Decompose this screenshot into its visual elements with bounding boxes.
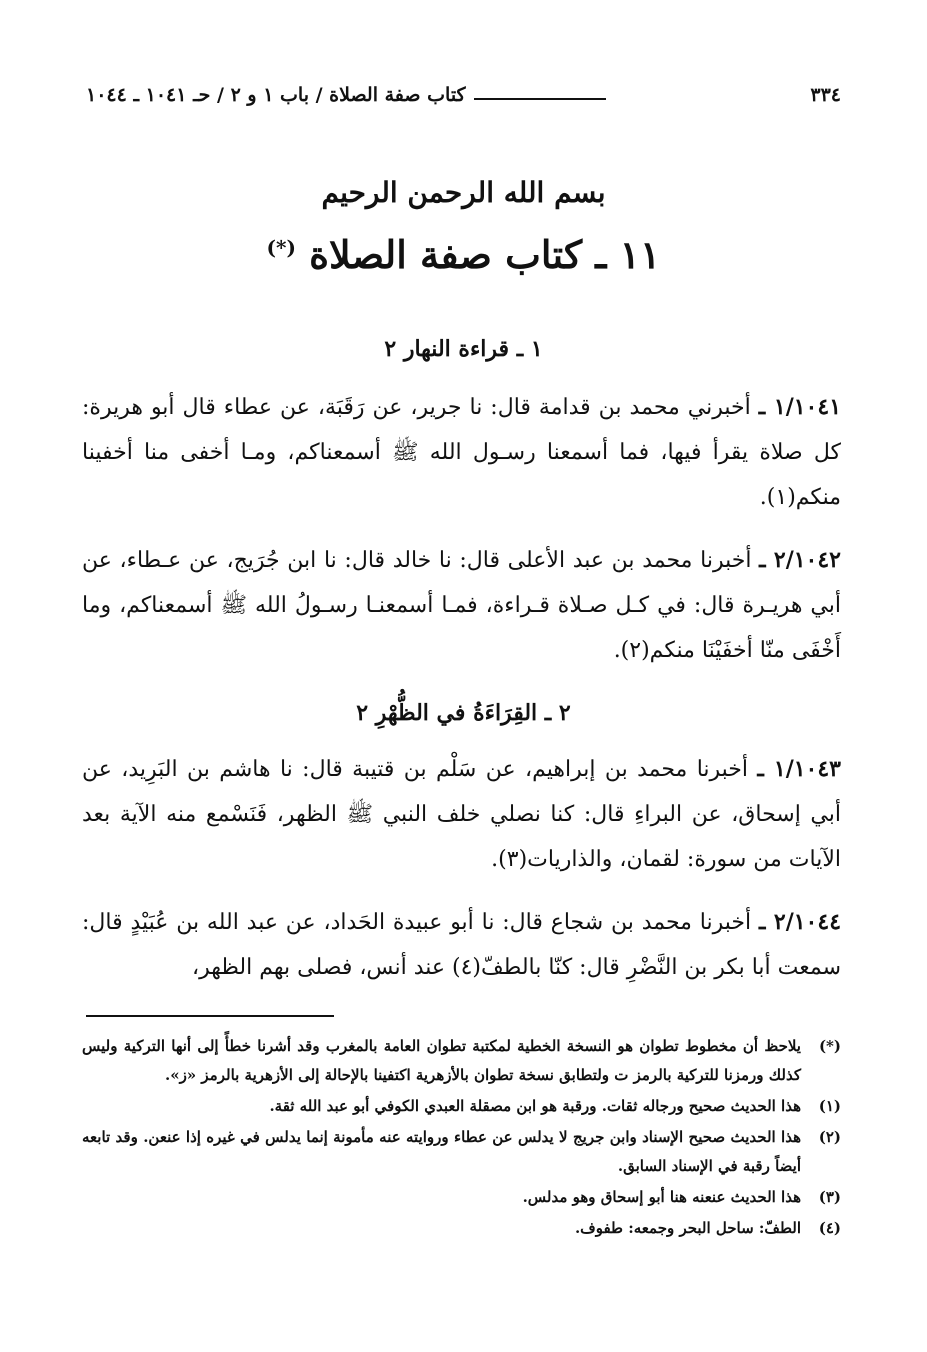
running-title: كتاب صفة الصلاة / باب ١ و ٢ / حـ ١٠٤١ ـ ١٠٤٤ <box>86 84 466 106</box>
running-header <box>86 72 841 106</box>
footnote-text: يلاحظ أن مخطوط تطوان هو النسخة الخطية لمكتبة تطوان العامة بالمغرب وقد أشرنا خطأً إلى أنها التركية وليس كذلك ورمزنا للتركية بالرمز ت ولتطابق نسخة تطوان بالأزهرية اكتفينا بالإحالة إلى الأزهرية بالرمز «ز». <box>82 1037 801 1084</box>
hadith-number: ٢/١٠٤٤ ـ <box>758 909 842 935</box>
footnote <box>82 1183 841 1212</box>
footnote-mark: (٤) <box>818 1219 841 1237</box>
footnote <box>82 1092 841 1121</box>
footnote-mark: (١) <box>818 1097 841 1115</box>
footnote-text: هذا الحديث عنعنه هنا أبو إسحاق وهو مدلس. <box>522 1188 801 1206</box>
footnote-text: هذا الحديث صحيح الإسناد وابن جريج لا يدلس عن عطاء وروايته عنه مأمونة إنما يدلس في غيره إذا عنعن. وقد تابعه أيضاً رقبة في الإسناد السابق. <box>82 1128 801 1175</box>
hadith-paragraph <box>82 747 841 882</box>
footnote <box>82 1214 841 1243</box>
hadith-paragraph <box>82 900 841 990</box>
footnote-text: هذا الحديث صحيح ورجاله ثقات. ورقبة هو ابن مصقلة العبدي الكوفي أبو عبد الله ثقة. <box>269 1097 801 1115</box>
footnote <box>82 1123 841 1181</box>
hadith-text: أخبرنا محمد بن عبد الأعلى قال: نا خالد قال: نا ابن جُرَيج، عن عـطاء، عن أبي هريـرة قال: في كـل صـلاة قـراءة، فمـا أسمعنـا رسـولُ الله ﷺ أسمعناكم، وما أَخْفَى منّا أخفَيْنَا منكم(٢). <box>82 548 841 663</box>
footnote-mark: (٣) <box>818 1188 841 1206</box>
hadith-number: ١/١٠٤٣ ـ <box>757 756 841 782</box>
footnote-mark: (*) <box>818 1037 841 1055</box>
hadith-paragraph <box>82 385 841 520</box>
hadith-number: ١/١٠٤١ ـ <box>758 394 842 420</box>
hadith-text: أخبرنا محمد بن إبراهيم، عن سَلْم بن قتيبة قال: نا هاشم بن البَرِيد، عن أبي إسحاق، عن البراءِ قال: كنا نصلي خلف النبي ﷺ الظهر، فَنَسْمع منه الآية بعد الآيات من سورة: لقمان، والذاريات(٣). <box>82 757 841 872</box>
hadith-paragraph <box>82 538 841 673</box>
chapter-title: ١ ـ قراءة النهار ٢ <box>384 336 543 362</box>
running-title-group <box>86 84 606 106</box>
book-title-footnote-mark: (*) <box>266 235 296 260</box>
hadith-text: أخبرني محمد بن قدامة قال: نا جرير، عن رَقَبَة، عن عطاء قال أبو هريرة: كل صلاة يقرأ فيها، فما أسمعنا رسـول الله ﷺ أسمعناكم، ومـا أخفى منا أخفينا منكم(١). <box>82 395 841 510</box>
basmala: بسم الله الرحمن الرحيم <box>321 176 606 209</box>
book-title <box>0 232 927 277</box>
hadith-text: أخبرنا محمد بن شجاع قال: نا أبو عبيدة الحَداد، عن عبد الله بن عُبَيْدٍ قال: سمعت أبا بكر بن النَّضْرِ قال: كنّا بالطفّ(٤) عند أنس، فصلى بهم الظهر، <box>82 910 841 980</box>
page-number: ٣٣٤ <box>810 84 841 106</box>
header-rule <box>474 98 606 100</box>
hadith-number: ٢/١٠٤٢ ـ <box>759 547 841 573</box>
chapter-title: ٢ ـ القِرَاءَةُ في الظُّهْرِ ٢ <box>356 700 571 726</box>
footnote <box>82 1032 841 1090</box>
footnote-text: الطفّ: ساحل البحر وجمعه: طفوف. <box>574 1219 801 1237</box>
footnote-separator <box>86 1015 334 1017</box>
footnotes <box>82 1032 841 1245</box>
book-title-text: ١١ ـ كتاب صفة الصلاة <box>309 232 661 277</box>
footnote-mark: (٢) <box>818 1128 841 1146</box>
